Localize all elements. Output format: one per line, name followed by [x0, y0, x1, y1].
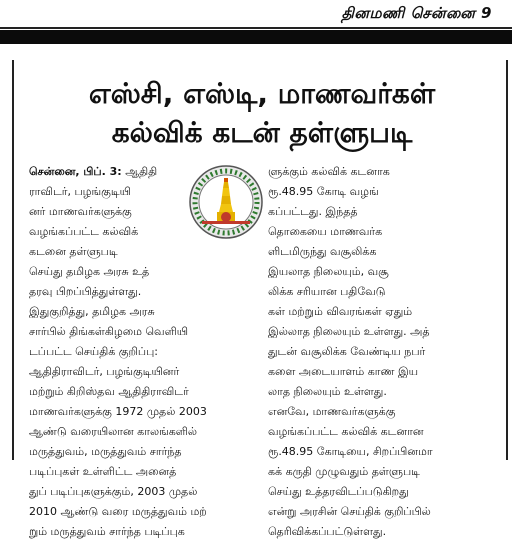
article-line: தரவு பிறப்பித்துள்ளது. — [29, 285, 142, 298]
article-line: றும் மருத்துவம் சார்ந்த படிப்புக — [29, 525, 185, 538]
article-line: செய்து தமிழக அரசு உத் — [29, 265, 150, 278]
article-line: ளுக்கும் கல்விக் கடனாக — [268, 165, 390, 178]
article-line: இயலாத நிலையும், வசூ — [268, 265, 389, 278]
dateline: சென்னை, பிப். 3: — [29, 165, 122, 178]
article-line: துடன் வசூலிக்க வேண்டிய நபர் — [268, 345, 426, 358]
article-right-column — [268, 162, 496, 542]
article-line: லாத நிலையும் உள்ளது. — [268, 385, 387, 398]
article-line: ரூ.48.95 கோடியை, சிறப்பினமா — [268, 445, 433, 458]
tamil-nadu-government-emblem-icon — [188, 164, 264, 240]
article-line: களை அடையாளம் காண இய — [268, 365, 419, 378]
article-line: லிக்க சரியான பதிவேடு — [268, 285, 386, 298]
article-line: கடனை தள்ளுபடி — [29, 245, 118, 258]
article-line — [29, 162, 189, 182]
article-line: மருத்துவம், மருத்துவம் சார்ந்த — [29, 445, 182, 458]
article-line: கப்பட்டது. இந்தத் — [268, 205, 358, 218]
right-border-rule — [506, 60, 512, 460]
header-black-bar — [0, 30, 512, 44]
article-line: னர் மாணவர்களுக்கு — [29, 205, 132, 218]
article-line: கக் கருதி முழுவதும் தள்ளுபடி — [268, 465, 420, 478]
masthead — [0, 0, 512, 28]
article-line: 2010 ஆண்டு வரை மருத்துவம் மற் — [29, 505, 207, 518]
article-line: ராவிடர், பழங்குடியி — [29, 185, 131, 198]
article-line: இல்லாத நிலையும் உள்ளது. அத் — [268, 325, 430, 338]
article-line: ளிடமிருந்து வசூலிக்க — [268, 245, 377, 258]
article-line: வழங்கப்பட்ட கல்விக் — [29, 225, 139, 238]
article-line: என்று அரசின் செய்திக் குறிப்பில் — [268, 505, 431, 518]
left-border-rule — [0, 60, 14, 460]
article-line: துப் படிப்புகளுக்கும், 2003 முதல் — [29, 485, 198, 498]
article-line: வழங்கப்பட்ட கல்விக் கடனான — [268, 425, 424, 438]
masthead-title: தினமணி சென்னை 9 — [341, 4, 492, 22]
article-line: தெரிவிக்கப்பட்டுள்ளது. — [268, 525, 387, 538]
article-text: ஆதிதி — [125, 165, 158, 178]
article-line: தொகையை மாணவர்க — [268, 225, 383, 238]
article-line: எனவே, மாணவர்களுக்கு — [268, 405, 396, 418]
article-line: செய்து உத்தரவிடப்படுகிறது — [268, 485, 409, 498]
headline-line-1: எஸ்சி, எஸ்டி, மாணவர்கள் — [88, 77, 436, 110]
article-line: கள் மற்றும் விவரங்கள் ஏதும் — [268, 305, 413, 318]
article-line: ரூ.48.95 கோடி வழங் — [268, 185, 379, 198]
article-line: இதுகுறித்து, தமிழக அரசு — [29, 305, 155, 318]
headline-line-2: கல்விக் கடன் தள்ளுபடி — [111, 116, 413, 149]
article-line: ஆண்டு வரையிலான காலங்களில் — [29, 425, 198, 438]
article-line: ஆதிதிராவிடர், பழங்குடியினர் — [29, 365, 180, 378]
masthead-rule — [0, 27, 512, 29]
article-line: சார்பில் திங்கள்கிழமை வெளியி — [29, 325, 189, 338]
article-line: படிப்புகள் உள்ளிட்ட அனைத் — [29, 465, 177, 478]
article-line: மற்றும் கிறிஸ்தவ ஆதிதிராவிடர் — [29, 385, 189, 398]
article-left-column — [29, 162, 207, 542]
article-line: டப்பட்ட செய்திக் குறிப்பு: — [29, 345, 159, 358]
article-line: மாணவர்களுக்கு 1972 முதல் 2003 — [29, 405, 207, 418]
